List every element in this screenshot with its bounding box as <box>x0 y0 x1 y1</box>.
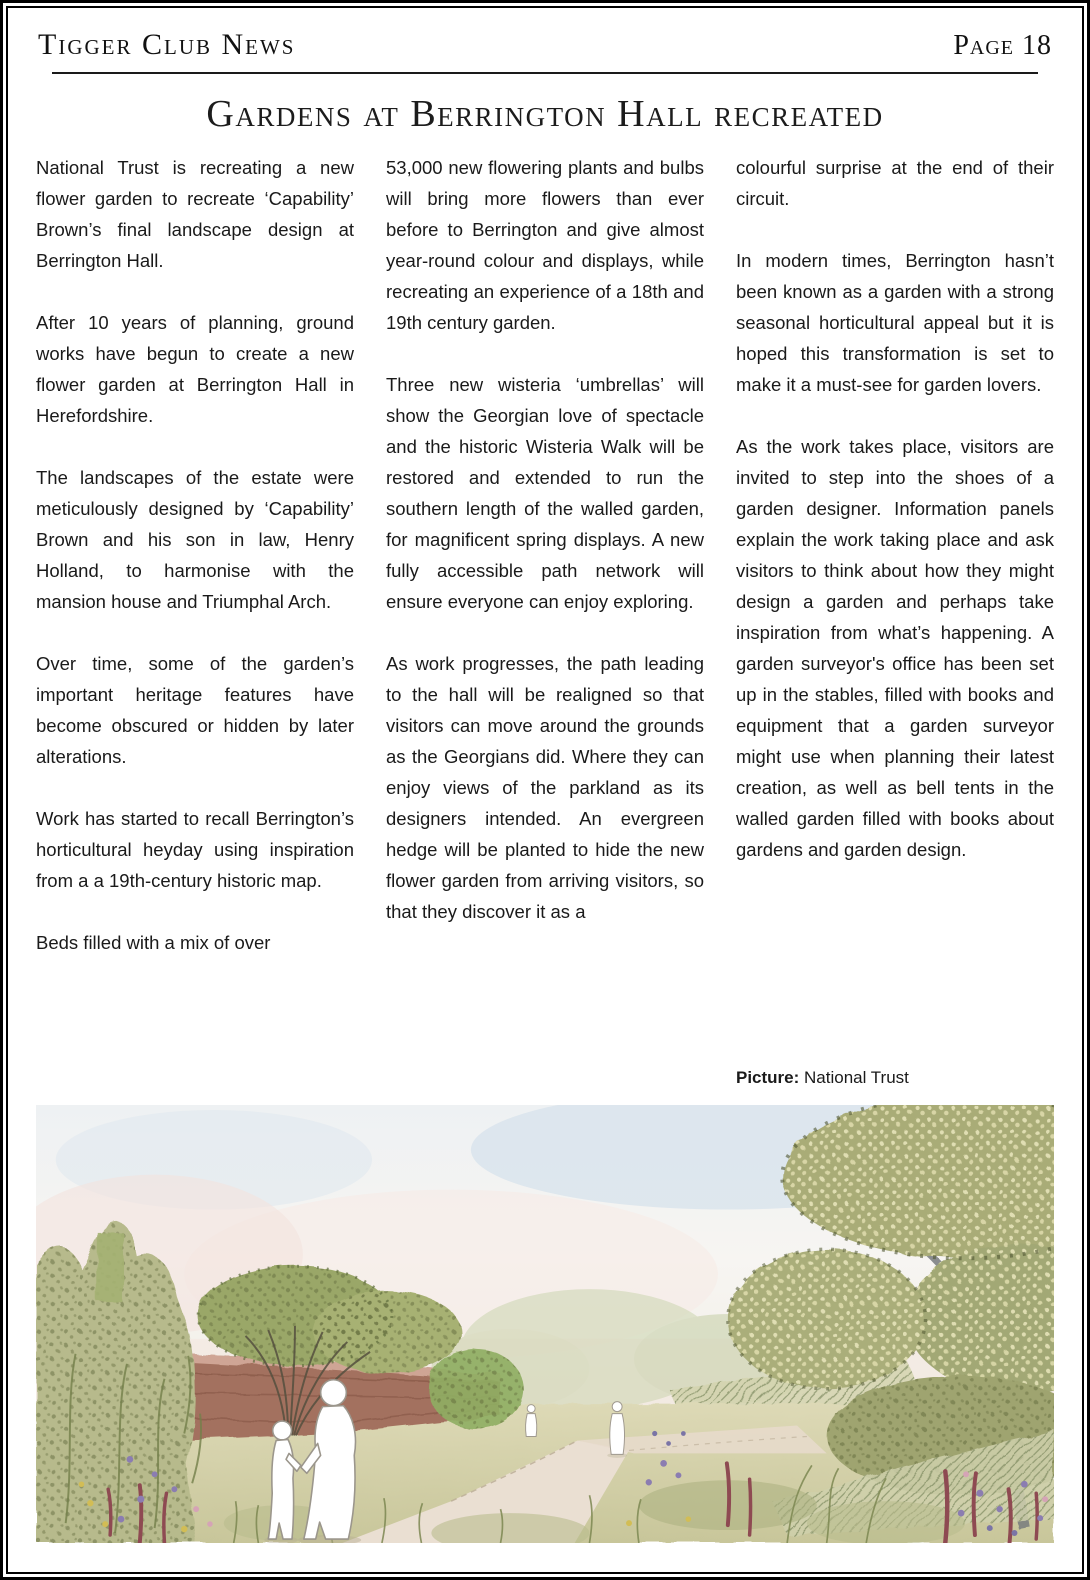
picture-credit-text: National Trust <box>799 1068 909 1087</box>
adult-figure-head <box>321 1380 347 1406</box>
header-rule <box>52 72 1038 74</box>
paragraph: As the work takes place, visitors are invited to step into the shoes of a garden designer. Information panels explain the work taking place and ask visitors to think about how they might design a garden and perhaps take inspiration from what’s happening. A garden surveyor's office has been set up in the stables, filled with books and equipment that a garden surveyor might use when planning their latest creation, as well as bell tents in the walled garden filled with books about gardens and garden design. <box>736 436 1054 860</box>
paragraph: colourful surprise at the end of their circuit. <box>736 157 1054 209</box>
page-header <box>6 20 1084 62</box>
article-title: Gardens at Berrington Hall recreated <box>206 93 884 135</box>
child-figure-head <box>273 1421 292 1440</box>
paragraph: 53,000 new flowering plants and bulbs will bring more flowers than ever before to Berrington and give almost year-round colour and displays, while recreating an experience of a 18th and 19th century garden. <box>386 157 704 333</box>
column-1 <box>36 152 354 1099</box>
picture-credit <box>736 1062 1054 1093</box>
picture-credit-label: Picture: <box>736 1068 800 1087</box>
page-frame <box>3 3 1087 1577</box>
centre-bush <box>428 1349 523 1429</box>
paragraph: As work progresses, the path leading to the hall will be realigned so that visitors can move around the grounds as the Georgians did. Where they can enjoy views of the parkland as its designers intended. An evergreen hedge will be planted to hide the new flower garden from arriving visitors, so that they discover it as a <box>386 653 704 922</box>
paragraph: Over time, some of the garden’s important heritage features have become obscured or hidden by later alterations. <box>36 653 354 767</box>
paragraph: Beds filled with a mix of over <box>36 932 271 953</box>
column-3 <box>736 152 1054 1099</box>
article-body <box>6 136 1084 1099</box>
garden-illustration-svg <box>36 1105 1054 1543</box>
page-number: Page 18 <box>953 30 1052 61</box>
garden-illustration <box>36 1105 1054 1543</box>
paragraph: Three new wisteria ‘umbrellas’ will show the Georgian love of spectacle and the historic Wisteria Walk will be restored and extended to run the southern length of the walled garden, for magnificent spring displays. A new fully accessible path network will ensure everyone can enjoy exploring. <box>386 374 704 612</box>
paragraph: The landscapes of the estate were meticulously designed by ‘Capability’ Brown and his son in law, Henry Holland, to harmonise with the mansion house and Triumphal Arch. <box>36 467 354 612</box>
column-2 <box>386 152 704 1099</box>
paragraph: After 10 years of planning, ground works have begun to create a new flower garden at Berrington Hall in Herefordshire. <box>36 312 354 426</box>
paragraph: Work has started to recall Berrington’s horticultural heyday using inspiration from a a 19th-century historic map. <box>36 808 354 891</box>
masthead: Tigger Club News <box>38 28 296 61</box>
paragraph: In modern times, Berrington hasn’t been known as a garden with a strong seasonal horticultural appeal but it is hoped this transformation is set to make it a must-see for garden lovers. <box>736 250 1054 395</box>
paragraph: National Trust is recreating a new flower garden to recreate ‘Capability’ Brown’s final landscape design at Berrington Hall. <box>36 157 354 271</box>
